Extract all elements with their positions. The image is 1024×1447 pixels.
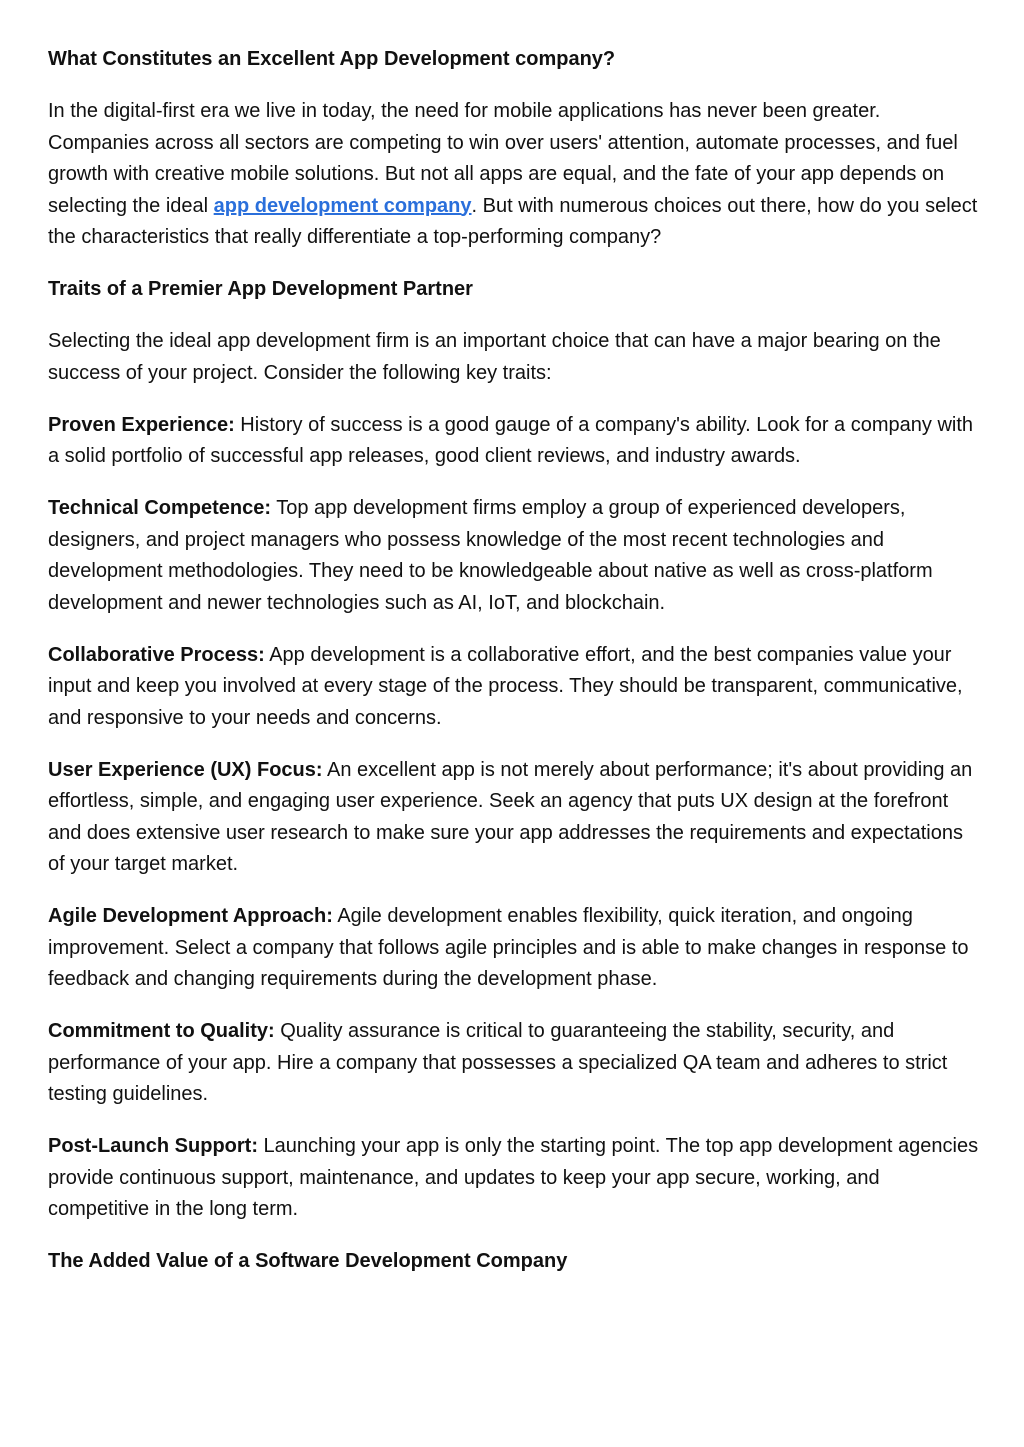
trait-text: Agile development enables flexibility, quick iteration, and ongoing improvement. Select a company that follows agile principles and is able to make changes in response to feedback and changing requirements during the development phase.	[48, 905, 969, 990]
trait-text: App development is a collaborative effort, and the best companies value your input and keep you involved at every stage of the process. They should be transparent, communicative, and responsive to your needs and concerns.	[48, 643, 963, 729]
trait-title: Agile Development Approach:	[48, 905, 333, 927]
trait-post-launch-support	[48, 1131, 980, 1226]
trait-text: Launching your app is only the starting point. The top app development agencies provide continuous support, maintenance, and updates to keep your app secure, working, and competitive in the long term.	[48, 1135, 979, 1220]
trait-collaborative-process	[48, 640, 980, 735]
trait-title: Proven Experience:	[48, 413, 235, 436]
article-heading-traits: Traits of a Premier App Development Partner	[48, 278, 473, 300]
article	[48, 44, 980, 1298]
app-development-company-link[interactable]: app development company	[213, 194, 472, 217]
trait-title: Collaborative Process:	[48, 643, 265, 666]
trait-title: Post-Launch Support:	[48, 1135, 258, 1157]
trait-text: An excellent app is not merely about performance; it's about providing an effortless, simple, and engaging user experience. Seek an agency that puts UX design at the forefront and does extensive user research to make sure your app addresses the requirements and expectations of your target market.	[48, 758, 973, 875]
trait-agile-approach	[48, 901, 980, 996]
trait-ux-focus	[48, 755, 980, 881]
trait-title: Commitment to Quality:	[48, 1020, 275, 1042]
trait-text: History of success is a good gauge of a company's ability. Look for a company with a solid portfolio of successful app releases, good client reviews, and industry awards.	[48, 413, 974, 467]
trait-text: Quality assurance is critical to guaranteeing the stability, security, and performance of your app. Hire a company that possesses a specialized QA team and adheres to strict testing guidelines.	[48, 1020, 948, 1105]
intro-text-after-link: . But with numerous choices out there, how do you select the characteristics that really differentiate a top-performing company?	[48, 194, 978, 248]
trait-proven-experience	[48, 410, 980, 473]
trait-title: User Experience (UX) Focus:	[48, 758, 323, 781]
trait-commitment-to-quality	[48, 1016, 980, 1111]
intro-text-before-link: In the digital-first era we live in today, the need for mobile applications has never been greater. Companies across all sectors are competing to win over users' attention, automate processes, and fuel growth with creative mobile solutions. But not all apps are equal, and the fate of your app depends on selecting the ideal	[48, 100, 958, 217]
article-heading-excellent-company: What Constitutes an Excellent App Development company?	[48, 48, 616, 70]
trait-text: Top app development firms employ a group of experienced developers, designers, and project managers who possess knowledge of the most recent technologies and development methodologies. They need to be knowledgeable about native as well as cross-platform development and newer technologies such as AI, IoT, and blockchain.	[48, 497, 933, 614]
trait-title: Technical Competence:	[48, 497, 272, 519]
article-heading-added-value: The Added Value of a Software Development Company	[48, 1250, 568, 1272]
trait-technical-competence	[48, 493, 980, 619]
traits-intro-paragraph: Selecting the ideal app development firm is an important choice that can have a major bearing on the success of your project. Consider the following key traits:	[48, 330, 941, 384]
intro-paragraph	[48, 96, 980, 254]
